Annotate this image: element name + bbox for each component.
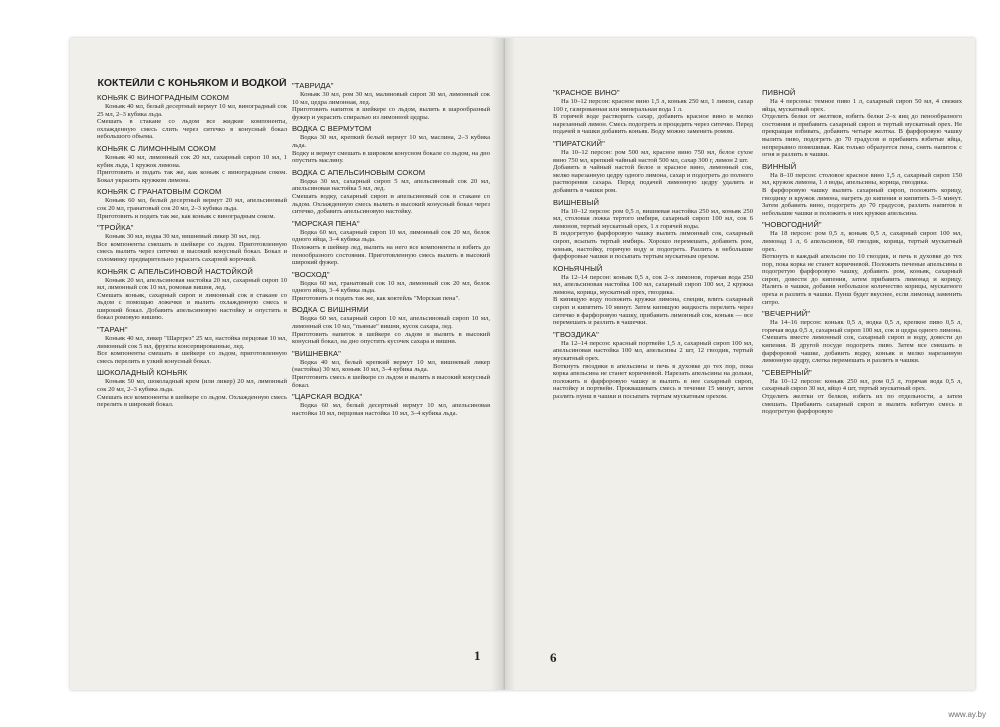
recipe	[762, 88, 962, 159]
recipe-text: На 18 персон: ром 0,5 л, коньяк 0,5 л, сахарный сироп 100 мл, лимонад 1 л, 6 апельсинов, 60 гвоздик, корица, тертый мускатный орех. Воткнуть в каждый апельсин по 10 гвоздик, и печь в духовке до тех пор, пока корка не станет коричневой. Положить печеные апельсины в подогретую фарфоровую чашку, добавить ром, коньяк, сахарный сироп, довести до кипения, затем прибавить лимонад и корицу. Налить в чашки, добавив небольшое количество корицы, мускатного ореха и разлить в чашки. Пунш будет вкуснее, если лимонад заменить ситро.	[762, 230, 962, 306]
recipe-text: Водка 60 мл, белый десертный вермут 10 мл, апельсиновая настойка 10 мл, перцовая настойка 10 мл, 3–4 кубика льда.	[292, 402, 490, 417]
column-2	[292, 78, 490, 690]
recipe	[292, 124, 490, 164]
recipe-title: ШОКОЛАДНЫЙ КОНЬЯК	[97, 368, 188, 378]
recipe	[762, 220, 962, 306]
recipe-title: ВИННЫЙ	[762, 161, 797, 171]
recipe-text: На 14–16 персон: коньяк 0,5 л, водка 0,5 л, крепкое пиво 0,5 л, горячая вода 0,5 л, сахарный сироп 100 мл, сок и цедра одного лимона. Смешать вместе лимонный сок, сахарный сироп и воду, довести до кипения. В другой посуде подогреть пиво. Затем все смешать в фарфоровой чашке, добавить водку, коньяк и мелко нарезанную лимонную цедру, слегка перемешать и разлить в чашки.	[762, 319, 962, 365]
recipe	[553, 264, 753, 327]
recipe-title: ВИШНЕВЫЙ	[553, 197, 600, 207]
recipe-text: На 10–12 персон: ром 0,5 л, вишневая настойка 250 мл, коньяк 250 мл, столовая ложка тертого имбиря, сахарный сироп 100 мл, сок 6 лимонов, тертый мускатный орех, 1 л горячей воды. В подогретую фарфоровую чашку вылить лимонный сок, сахарный сироп, всыпать тертый имбирь. Хорошо перемешать, добавить ром, коньяк, настойку, горячую воду и подогреть. Разлить в небольшие фарфоровые чашки и посыпать тертым мускатным орехом.	[553, 207, 753, 261]
recipe	[292, 305, 490, 345]
page-number: 1	[474, 648, 481, 663]
recipe	[97, 187, 287, 220]
recipe	[762, 368, 962, 416]
recipe-title: ВОДКА С ВИШНЯМИ	[292, 305, 369, 315]
recipe-text: На 12–14 персон: коньяк 0,5 л, сок 2–х лимонов, горячая вода 250 мл, апельсиновая настойка 100 мл, сахарный сироп 100 мл, 2 кружка лимона, корица, мускатный орех, гвоздика. В кипящую воду положить кружки лимона, специи, влить сахарный сироп и кипятить 10 минут. Затем кипящую жидкость перелить через ситечко в фарфоровую чашку, прибавить лимонный сок, коньяк — все перемешать и разлить в чашечки.	[553, 273, 753, 327]
recipe	[97, 368, 287, 408]
watermark: www.ay.by	[948, 710, 986, 719]
recipe-text: Коньяк 40 мл, лимонный сок 20 мл, сахарный сироп 10 мл, 1 кубик льда, 1 кружок лимона. Приготовить и подать так же, как коньяк с виноградным соком. Бокал украсить кружком лимона.	[97, 153, 287, 184]
recipe-title: "МОРСКАЯ ПЕНА"	[292, 218, 360, 228]
recipe-list	[762, 88, 962, 416]
recipe-text: Коньяк 20 мл, апельсиновая настойка 20 мл, сахарный сироп 10 мл, лимонный сок 10 мл, ромовая вишня, лед. Смешать коньяк, сахарный сироп и лимонный сок в стакане со льдом с помощью ложечки и вылить охлажденную смесь в широкий бокал. Добавить апельсиновую настойку и опустить в бокал ромовую вишню.	[97, 276, 287, 322]
recipe-title: КОНЬЯК С ГРАНАТОВЫМ СОКОМ	[97, 187, 222, 197]
left-page	[70, 38, 505, 690]
recipe-text: Коньяк 40 мл, белый десертный вермут 10 мл, виноградный сок 25 мл, 2–3 кубика льда. Смешать в стакане со льдом все жидкие компоненты, охлажденную смесь слить через ситечко в конусный бокал небольшого объема.	[97, 103, 287, 141]
recipe-title: ПИВНОЙ	[762, 88, 796, 97]
recipe	[553, 88, 753, 136]
recipe-title: ВОДКА С АПЕЛЬСИНОВЫМ СОКОМ	[292, 167, 426, 177]
recipe	[292, 270, 490, 303]
recipe-text: На 10–12 персон: красное вино 1,5 л, коньяк 250 мл, 1 лимон, сахар 100 г, газированная или минеральная вода 1 л. В горячей воде растворить сахар, добавить красное вино и мелко нарезанный лимон. Смесь подогреть и процедить через ситечко. Перед подачей в чашки добавить коньяк. Воду можно заменить ромом.	[553, 98, 753, 136]
recipe	[292, 219, 490, 267]
column-4	[762, 85, 962, 690]
column-3	[553, 85, 753, 690]
recipe-text: На 10–12 персон: ром 500 мл, красное вино 750 мл, белое сухое вино 750 мл, крепкий чайный настой 500 мл, сахар 300 г, лимон 2 шт. Добавить в чайный настой белое и красное вино, лимонный сок, мелко нарезанную цедру одного лимона, сахар и подогреть до полного растворения сахара. Перед подачей лимонную цедру удалить и добавить в чашки ром.	[553, 148, 753, 194]
recipe-text: Водка 40 мл, белый крепкий вермут 10 мл, вишневый ликер (настойка) 30 мл, коньяк 10 мл, 3–4 кубика льда. Приготовить смесь в шейкере со льдом и вылить в высокий конусный бокал.	[292, 358, 490, 389]
recipe-text: На 4 персоны: темное пиво 1 л, сахарный сироп 50 мл, 4 свежих яйца, мускатный орех. Отделить белки от желтков, взбить белки 2–х яиц до пенообразного состояния и прибавить сахарный сироп и тертый мускатный орех. Не прекращая взбивать, добавить четыре желтка. В фарфоровую чашку вылить пиво, подогреть до 70 градусов и прибавить взбитые яйца, непрерывно помешивая. Как только образуется пена, снять напиток с огня и разлить в чашки.	[762, 98, 962, 159]
recipe	[762, 162, 962, 218]
recipe-text: На 10–12 персон: коньяк 250 мл, ром 0,5 л, горячая вода 0,5 л, сахарный сироп 30 мл, яйцо 4 шт, тертый мускатный орех. Отделить желтки от белков, взбить их по отдельности, а затем смешать. Прибавить сахарный сироп и вылить взбитую смесь в подогретую фарфоровую	[762, 377, 962, 416]
recipe	[292, 81, 490, 121]
recipe	[292, 349, 490, 389]
recipe	[292, 168, 490, 216]
recipe	[553, 330, 753, 401]
recipe-title: КОНЬЯК С АПЕЛЬСИНОВОЙ НАСТОЙКОЙ	[97, 266, 253, 276]
recipe-title: КОНЬЯЧНЫЙ	[553, 263, 603, 273]
recipe-title: "ВОСХОД"	[292, 269, 330, 279]
recipe-title: "ТАРАН"	[97, 325, 128, 335]
recipe-text: Водка 60 мл, сахарный сироп 10 мл, апельсиновый сироп 10 мл, лимонный сок 10 мл, "пьяные" вишни, кусок сахара, лед. Приготовить напиток в шейкере со льдом и вылить в высокий конусный бокал, на дно опустить кусочек сахара и вишни.	[292, 315, 490, 346]
recipe-text: Коньяк 60 мл, белый десертный вермут 20 мл, апельсиновый сок 20 мл, гранатовый сок 20 мл, 2–3 кубика льда. Приготовить и подать так же, как коньяк с виноградным соком.	[97, 197, 287, 220]
recipe-title: "КРАСНОЕ ВИНО"	[553, 88, 620, 97]
recipe-title: "ВИШНЕВКА"	[292, 348, 341, 358]
recipe-text: Коньяк 40 мл, ликер "Шартрез" 25 мл, настойка перцовая 10 мл, лимонный сок 5 мл, фрукты консервированные, лед. Все компоненты смешать в шейкере со льдом, приготовленную смесь перелить в узкий конусный бокал.	[97, 335, 287, 365]
column-1	[97, 78, 287, 690]
recipe	[553, 139, 753, 195]
recipe-title: ВОДКА С ВЕРМУТОМ	[292, 124, 372, 134]
right-page	[505, 38, 975, 690]
recipe	[97, 144, 287, 184]
recipe-text: Коньяк 30 мл, водка 30 мл, вишневый ликер 30 мл, лед. Все компоненты смешать в шейкере со льдом. Приготовленную смесь вылить через ситечко в высокий конусный бокал. Бокал и соломинку предварительно украсить сахарной корочкой.	[97, 233, 287, 263]
recipe	[292, 392, 490, 417]
recipe-text: Коньяк 30 мл, ром 30 мл, малиновый сироп 30 мл, лимонный сок 10 мл, цедра лимонная, лед. Приготовить напиток в шейкере со льдом, вылить в шарообразный фужер и украсить спиралью из лимонной цедры.	[292, 91, 490, 121]
recipe-text: На 8–10 персон: столовое красное вино 1,5 л, сахарный сироп 150 мл, кружок лимона, 1 л воды, апельсины, корица, гвоздика. В фарфоровую чашку вылить сахарный сироп, положить корицу, гвоздику и кружок лимона, нагреть до кипения и кипятить 3–5 минут. Затем добавить вино, подогреть до 70 градусов, разлить напиток в небольшие чашки и положить в них кружки апельсина.	[762, 171, 962, 217]
recipe-title: "ПИРАТСКИЙ"	[553, 138, 605, 148]
recipe-title: "ТАВРИДА"	[292, 81, 334, 90]
recipe-title: "ТРОЙКА"	[97, 223, 134, 233]
recipe-title: "СЕВЕРНЫЙ"	[762, 367, 812, 377]
recipe-text: На 12–14 персон: красный портвейн 1,5 л, сахарный сироп 100 мл, апельсиновая настойка 100 мл, апельсины 2 шт, 12 гвоздик, тертый мускатный орех. Воткнуть гвоздики в апельсины и печь в духовке до тех пор, пока корка апельсина не станет коричневой. Нарезать апельсины на дольки, положить в фарфоровую чашку и вылить в нее сахарный сироп, настойку и портвейн. Проквашивать смесь в течение 15 минут, затем разлить пунш в чашки и посыпать тертым мускатным орехом.	[553, 339, 753, 400]
recipe-title: "ЦАРСКАЯ ВОДКА"	[292, 392, 363, 402]
recipe	[762, 309, 962, 365]
recipe-list	[553, 88, 753, 401]
recipe	[97, 223, 287, 263]
recipe-title: "ВЕЧЕРНИЙ"	[762, 309, 811, 319]
page-number: 6	[550, 650, 557, 665]
recipe-list	[292, 81, 490, 417]
recipe	[97, 325, 287, 365]
recipe-title: КОНЬЯК С ЛИМОННЫМ СОКОМ	[97, 143, 216, 153]
recipe-text: Водка 60 мл, сахарный сироп 10 мл, лимонный сок 20 мл, белок одного яйца, 3–4 кубика льда. Положить в шейкер лед, вылить на него все компоненты и взбить до пенообразного состояния. Приготовленную смесь вылить в высокий широкий фужер.	[292, 228, 490, 267]
recipe-text: Коньяк 50 мл, шоколадный крем (или ликер) 20 мл, лимонный сок 20 мл, 2–3 кубика льда. Смешать все компоненты в шейкере со льдом. Охлажденную смесь перелить в широкий бокал.	[97, 378, 287, 409]
recipe	[97, 93, 287, 141]
recipe-title: КОНЬЯК С ВИНОГРАДНЫМ СОКОМ	[97, 93, 230, 102]
recipe-title: "НОВОГОДНИЙ"	[762, 220, 822, 230]
recipe	[553, 198, 753, 261]
recipe-text: Водка 30 мл, крепкий белый вермут 10 мл, маслина, 2–3 кубика льда. Водку и вермут смешать в широком конусном бокале со льдом, на дно опустить маслину.	[292, 134, 490, 165]
recipe	[97, 267, 287, 323]
recipe-title: "ГВОЗДИКА"	[553, 329, 599, 339]
recipe-text: Водка 30 мл, сахарный сироп 5 мл, апельсиновый сок 20 мл, апельсиновая настойка 5 мл, лед. Смешать водку, сахарный сироп и апельсиновый сок в стакане со льдом. Охлажденную смесь вылить в высокий конусный бокал через ситечко, добавить апельсиновую настойку.	[292, 177, 490, 216]
recipe-list	[97, 93, 287, 409]
page-title: КОКТЕЙЛИ С КОНЬЯКОМ И ВОДКОЙ	[97, 78, 287, 89]
recipe-text: Водка 60 мл, гранатовый сок 10 мл, лимонный сок 20 мл, белок одного яйца, 3–4 кубика льда. Приготовить и подать так же, как коктейль "Морская пена".	[292, 279, 490, 302]
